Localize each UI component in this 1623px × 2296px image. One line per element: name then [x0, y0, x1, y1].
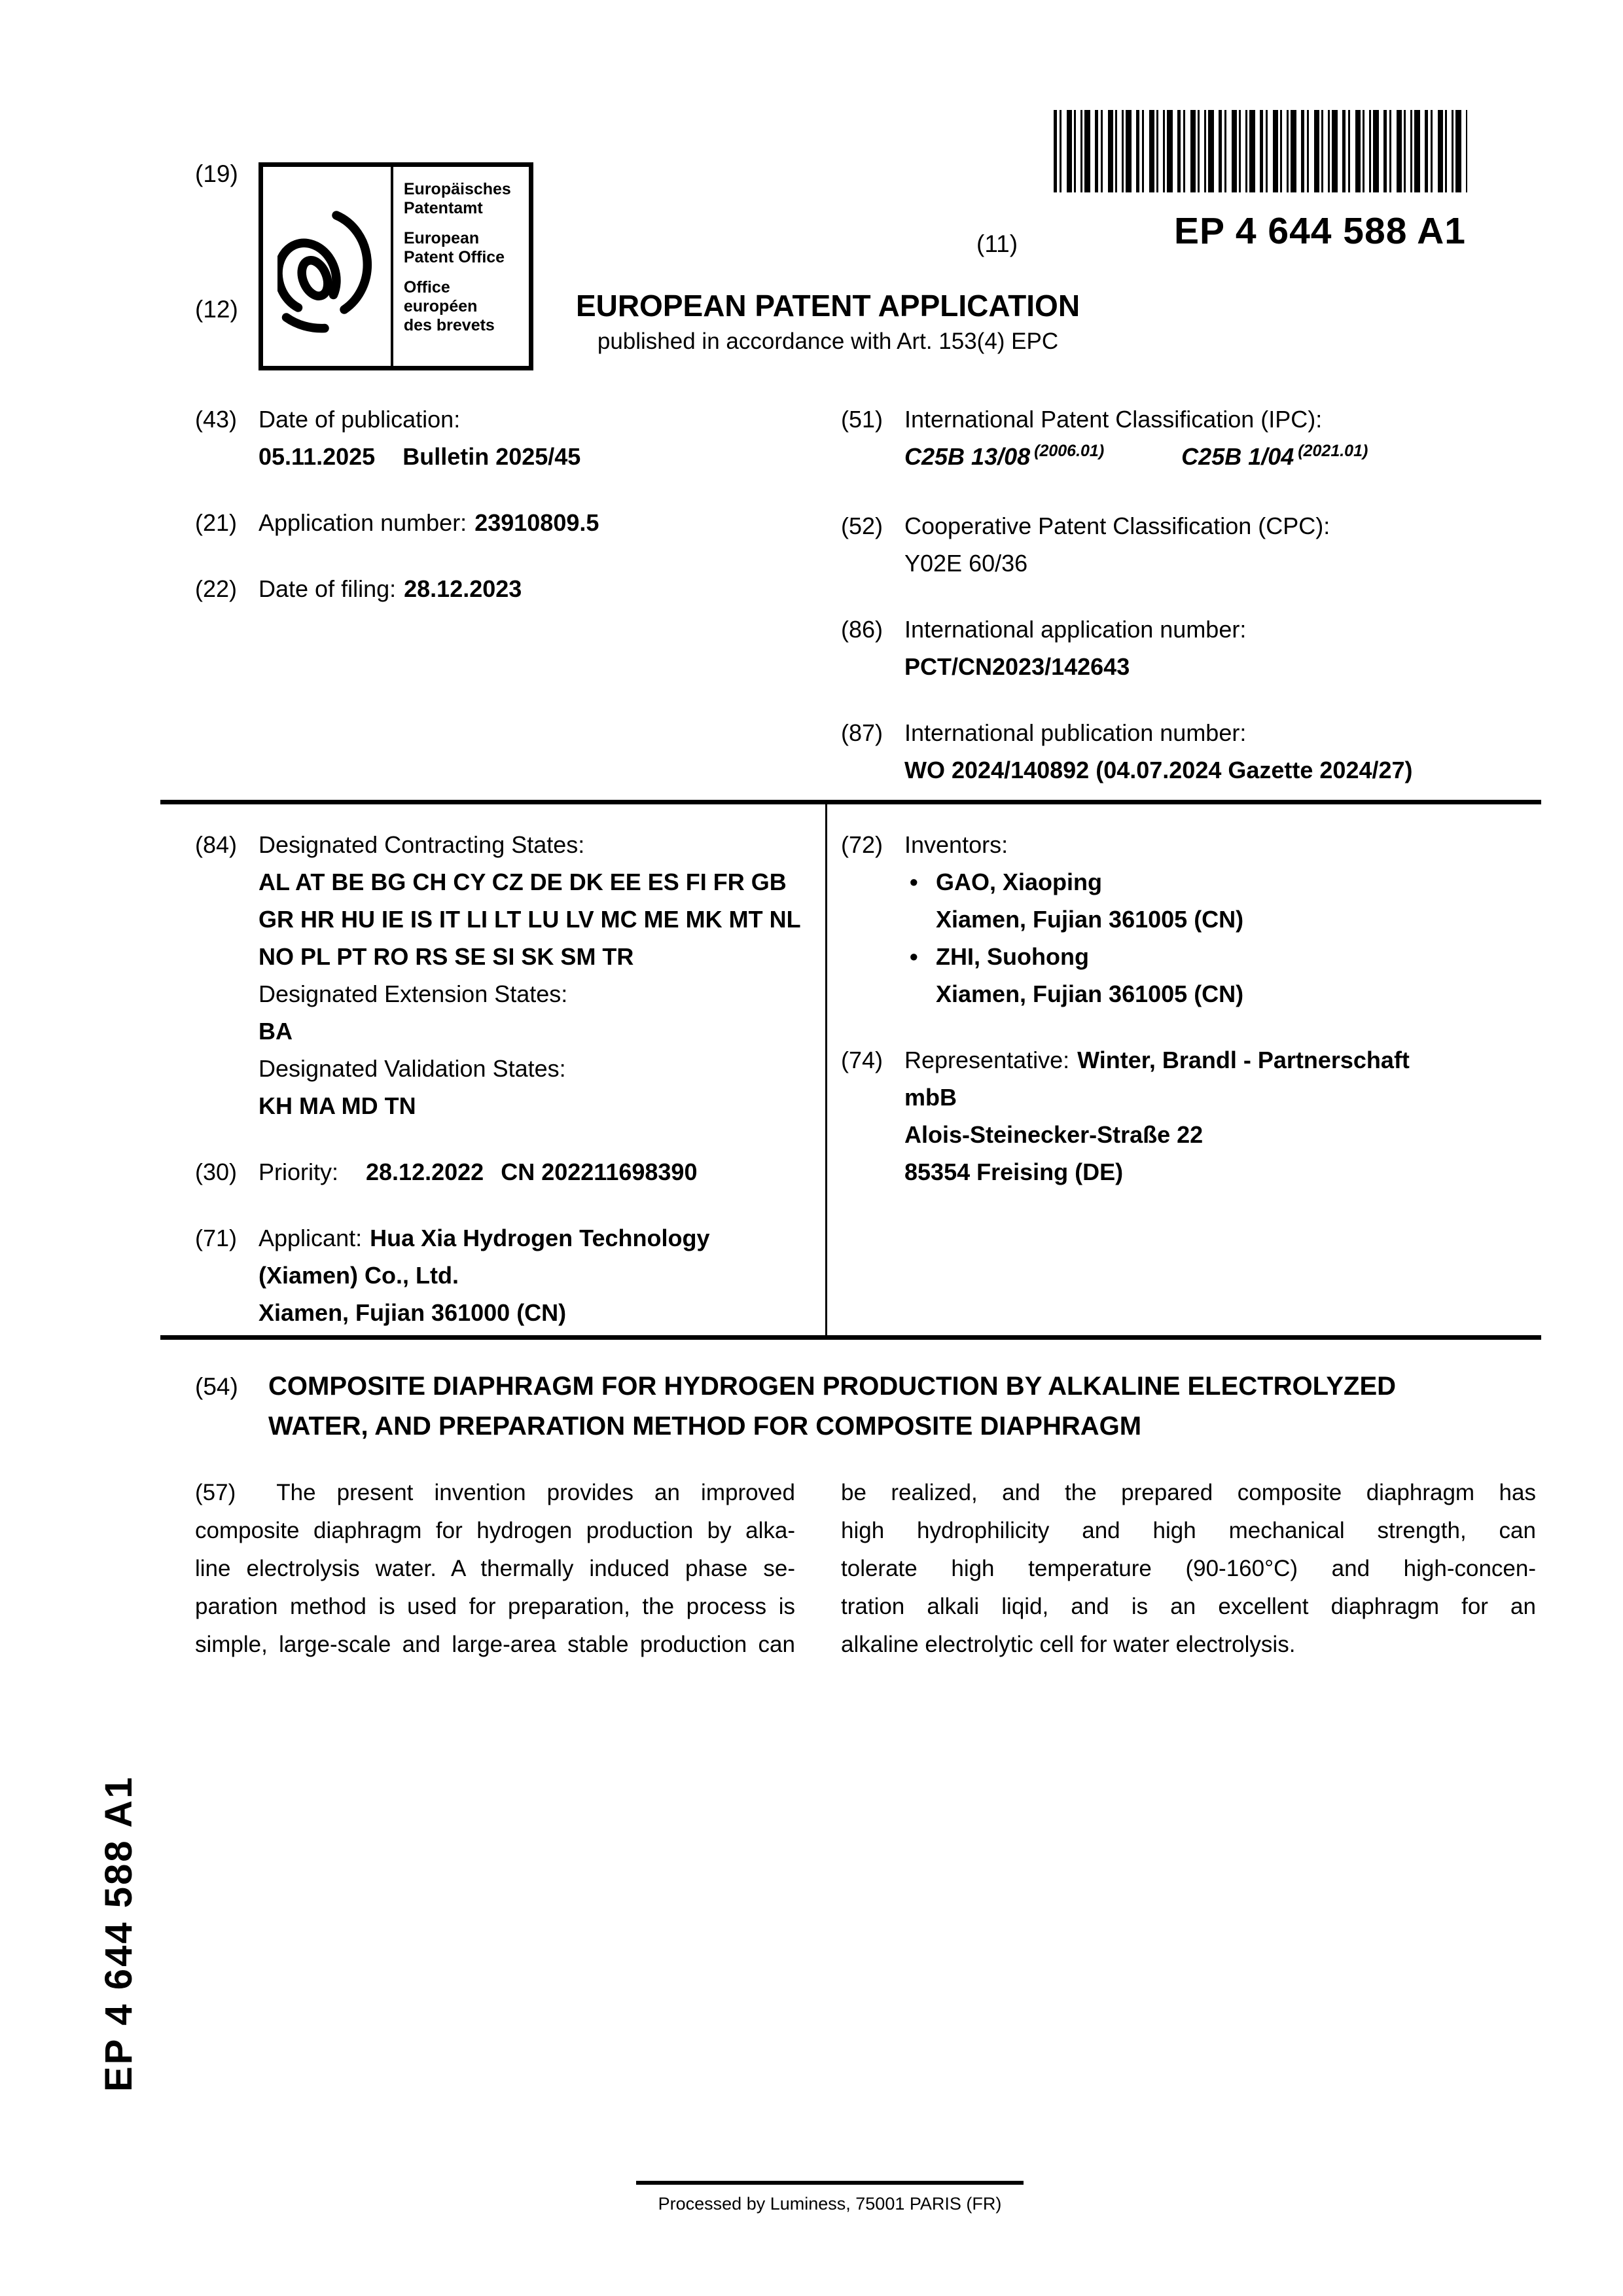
- abstract-line: [195, 1474, 795, 1512]
- representative-entry: [841, 1041, 1544, 1191]
- abstract-line: paration method is used for preparation, the process is: [195, 1594, 795, 1619]
- representative-label: Representative:: [904, 1047, 1070, 1073]
- invention-title-line-2: WATER, AND PREPARATION METHOD FOR COMPOSITE DIAPHRAGM: [268, 1412, 1142, 1441]
- inid-11-label: (11): [976, 230, 1018, 257]
- abstract-line: tration alkali liqid, and is an excellent diaphragm for an: [841, 1594, 1536, 1619]
- cpc-label: Cooperative Patent Classification (CPC):: [904, 512, 1330, 539]
- priority-entry: [195, 1153, 768, 1191]
- invention-title-block: [195, 1367, 1553, 1446]
- inid-21: (21): [195, 509, 238, 536]
- filing-date: 28.12.2023: [404, 575, 522, 602]
- inventors-label: Inventors:: [904, 831, 1008, 858]
- abstract-line: tolerate high temperature (90-160°C) and high-concen-: [841, 1556, 1536, 1581]
- office-name-french: Office européen des brevets: [403, 278, 495, 334]
- inid-19-label: (19): [195, 160, 238, 187]
- inventor-item-2: [904, 938, 1544, 1013]
- extension-states-value: BA: [259, 1018, 293, 1045]
- ipc-label: International Patent Classification (IPC):: [904, 406, 1323, 433]
- invention-title-line-1: COMPOSITE DIAPHRAGM FOR HYDROGEN PRODUCTION BY ALKALINE ELECTROLYZED: [268, 1372, 1397, 1401]
- biblio-top-left-column: [195, 401, 768, 607]
- office-name-german: Europäisches Patentamt: [403, 180, 511, 217]
- inventor-name: • ZHI, Suohong: [936, 943, 1089, 970]
- office-name-english: European Patent Office: [403, 229, 505, 266]
- inid-54: (54): [195, 1373, 238, 1400]
- application-number: 23910809.5: [474, 509, 599, 536]
- contracting-states-line-3: NO PL PT RO RS SE SI SK SM TR: [259, 943, 634, 970]
- ipc-code-2: C25B 1/04: [1181, 443, 1294, 470]
- representative-name-line-2: mbB: [904, 1084, 957, 1111]
- validation-states-label: Designated Validation States:: [259, 1055, 566, 1082]
- international-publication-number: WO 2024/140892 (04.07.2024 Gazette 2024/27): [904, 757, 1413, 783]
- inid-22: (22): [195, 575, 238, 602]
- sidebar-publication-number: EP 4 644 588 A1: [98, 1775, 140, 2092]
- inid-52: (52): [841, 512, 883, 539]
- footer-processing-note: Processed by Luminess, 75001 PARIS (FR): [658, 2194, 1002, 2214]
- applicant-address: Xiamen, Fujian 361000 (CN): [259, 1299, 567, 1326]
- international-application-number: PCT/CN2023/142643: [904, 653, 1130, 680]
- priority-number: CN 202211698390: [501, 1158, 698, 1185]
- biblio-top-right-column: [841, 401, 1544, 789]
- document-kind-heading: EUROPEAN PATENT APPLICATION: [575, 289, 1080, 323]
- section-rule-top: [160, 800, 1541, 804]
- abstract-line: composite diaphragm for hydrogen production by alka-: [195, 1518, 795, 1543]
- inid-51: (51): [841, 406, 883, 433]
- inid-74: (74): [841, 1047, 883, 1073]
- date-of-publication-label: Date of publication:: [259, 406, 461, 433]
- publication-date: 05.11.2025: [259, 443, 376, 470]
- ipc-code-1: C25B 13/08: [904, 443, 1031, 470]
- extension-states-label: Designated Extension States:: [259, 980, 568, 1007]
- inventor-address: Xiamen, Fujian 361005 (CN): [936, 906, 1244, 933]
- inventor-name: • GAO, Xiaoping: [936, 869, 1103, 895]
- section-rule-bottom: [160, 1335, 1541, 1340]
- international-application-entry: [841, 611, 1544, 685]
- date-of-filing-entry: [195, 570, 768, 607]
- inid-71: (71): [195, 1225, 238, 1251]
- abstract-line: simple, large-scale and large-area stable production can: [195, 1632, 795, 1657]
- inid-12-label: (12): [195, 296, 238, 323]
- applicant-label: Applicant:: [259, 1225, 363, 1251]
- inid-30: (30): [195, 1158, 238, 1185]
- validation-states-value: KH MA MD TN: [259, 1092, 416, 1119]
- inid-84: (84): [195, 831, 238, 858]
- abstract-column-left: [195, 1474, 795, 1664]
- inid-43: (43): [195, 406, 238, 433]
- priority-date: 28.12.2022: [366, 1158, 484, 1185]
- date-of-publication-entry: [195, 401, 768, 475]
- inventors-entry: [841, 826, 1544, 1013]
- footer-rule: [636, 2181, 1024, 2185]
- inventor-item-1: [904, 863, 1544, 938]
- biblio-bottom-left-column: [195, 826, 801, 1331]
- date-of-filing-label: Date of filing:: [259, 575, 397, 602]
- applicant-name-line-1: Hua Xia Hydrogen Technology: [370, 1225, 710, 1251]
- column-divider: [825, 804, 827, 1335]
- abstract-column-right: [841, 1474, 1536, 1664]
- applicant-entry: [195, 1219, 768, 1331]
- ipc-entry: [841, 401, 1544, 478]
- abstract-line: be realized, and the prepared composite diaphragm has: [841, 1480, 1536, 1505]
- cpc-value: Y02E 60/36: [904, 550, 1028, 577]
- document-kind-note: published in accordance with Art. 153(4) EPC: [597, 329, 1059, 354]
- abstract-text: The present invention provides an improved: [276, 1480, 795, 1505]
- abstract-line: high hydrophilicity and high mechanical strength, can: [841, 1518, 1536, 1543]
- designated-states-entry: [195, 826, 801, 1124]
- contracting-states-label: Designated Contracting States:: [259, 831, 585, 858]
- inid-72: (72): [841, 831, 883, 858]
- publication-number: EP 4 644 588 A1: [1173, 210, 1466, 252]
- international-application-label: International application number:: [904, 616, 1247, 643]
- bulletin-number: Bulletin 2025/45: [402, 443, 581, 470]
- application-number-entry: [195, 504, 768, 541]
- inventor-address: Xiamen, Fujian 361005 (CN): [936, 980, 1244, 1007]
- representative-street: Alois-Steinecker-Straße 22: [904, 1121, 1204, 1148]
- application-number-label: Application number:: [259, 509, 467, 536]
- barcode: [1054, 110, 1467, 192]
- abstract-line: line electrolysis water. A thermally induced phase se-: [195, 1556, 795, 1581]
- priority-label: Priority:: [259, 1158, 339, 1185]
- ipc-version-2: (2021.01): [1298, 442, 1368, 460]
- abstract-line: alkaline electrolytic cell for water electrolysis.: [841, 1632, 1296, 1657]
- contracting-states-line-2: GR HR HU IE IS IT LI LT LU LV MC ME MK MT NL: [259, 906, 801, 933]
- cpc-entry: [841, 507, 1544, 582]
- applicant-name-line-2: (Xiamen) Co., Ltd.: [259, 1262, 459, 1289]
- representative-city: 85354 Freising (DE): [904, 1158, 1124, 1185]
- ipc-version-1: (2006.01): [1034, 442, 1105, 460]
- international-publication-entry: [841, 714, 1544, 789]
- international-publication-label: International publication number:: [904, 719, 1247, 746]
- biblio-bottom-right-column: [841, 826, 1544, 1191]
- inid-86: (86): [841, 616, 883, 643]
- representative-name-line-1: Winter, Brandl - Partnerschaft: [1077, 1047, 1410, 1073]
- inid-57: (57): [195, 1480, 236, 1505]
- contracting-states-line-1: AL AT BE BG CH CY CZ DE DK EE ES FI FR GB: [259, 869, 787, 895]
- inid-87: (87): [841, 719, 883, 746]
